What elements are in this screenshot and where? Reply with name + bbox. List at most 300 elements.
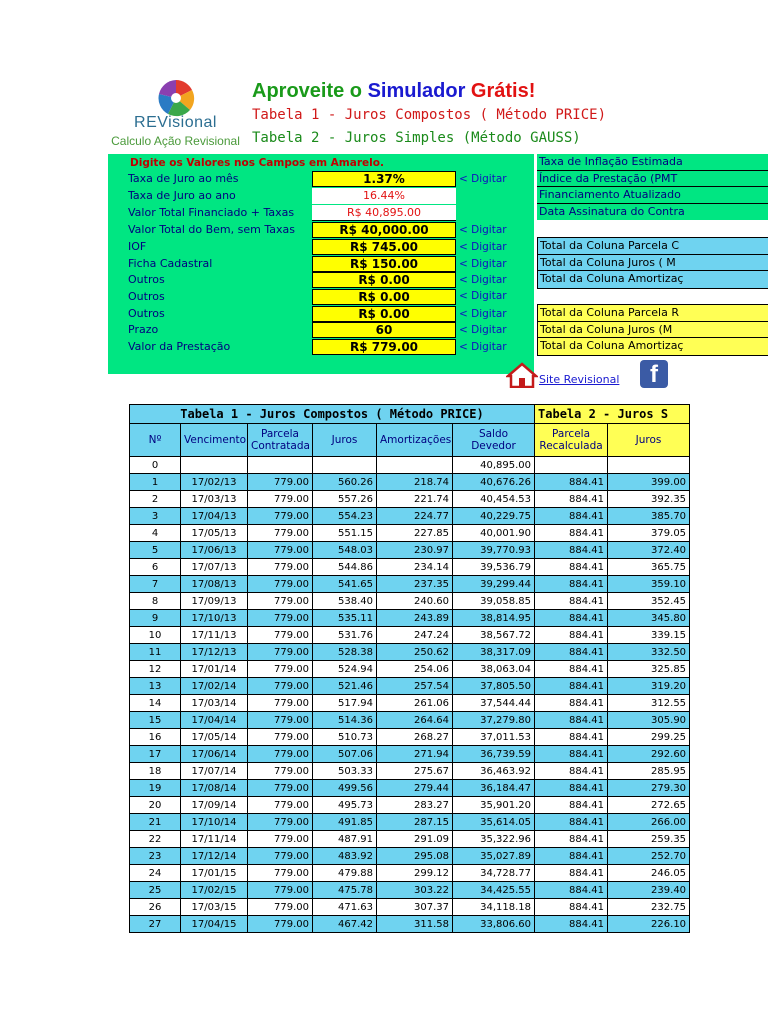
table-cell: 779.00 (248, 593, 313, 610)
table1-subtitle: Tabela 1 - Juros Compostos ( Método PRICE) (252, 107, 607, 123)
table-cell (248, 457, 313, 474)
table-cell: 307.37 (377, 899, 453, 916)
field-label: IOF (128, 240, 147, 253)
table-cell: 491.85 (313, 814, 377, 831)
pinwheel-logo-icon (156, 78, 196, 118)
table-cell: 17/04/15 (181, 916, 248, 933)
table-cell: 17 (130, 746, 181, 763)
table-cell: 779.00 (248, 831, 313, 848)
table-cell: 0 (130, 457, 181, 474)
table-cell: 261.06 (377, 695, 453, 712)
table-cell: 36,184.47 (453, 780, 535, 797)
table-cell: 17/10/14 (181, 814, 248, 831)
table-cell: 17/04/13 (181, 508, 248, 525)
valor-financiado-value: R$ 40,895.00 (312, 205, 456, 221)
table-cell: 884.41 (535, 916, 608, 933)
table-cell: 9 (130, 610, 181, 627)
field-row-ficha (108, 256, 534, 273)
table-cell: 6 (130, 559, 181, 576)
table-cell: 884.41 (535, 491, 608, 508)
table-cell: 560.26 (313, 474, 377, 491)
table-cell: 779.00 (248, 814, 313, 831)
table-cell: 266.00 (608, 814, 690, 831)
table-cell: 272.65 (608, 797, 690, 814)
table-cell: 779.00 (248, 848, 313, 865)
table-cell: 884.41 (535, 797, 608, 814)
table-cell: 7 (130, 576, 181, 593)
table-row (130, 797, 690, 814)
table-cell: 250.62 (377, 644, 453, 661)
table-row (130, 627, 690, 644)
table-cell: 352.45 (608, 593, 690, 610)
col-header-parcela-recalculada: Parcela Recalculada (535, 424, 608, 457)
table-cell: 372.40 (608, 542, 690, 559)
table-row (130, 661, 690, 678)
table-row (130, 882, 690, 899)
table-cell: 40,676.26 (453, 474, 535, 491)
table-cell: 884.41 (535, 474, 608, 491)
table-cell: 234.14 (377, 559, 453, 576)
prestacao-input[interactable]: R$ 779.00 (312, 339, 456, 355)
table-cell: 18 (130, 763, 181, 780)
table-cell: 291.09 (377, 831, 453, 848)
table-row (130, 457, 690, 474)
table-cell: 14 (130, 695, 181, 712)
table-row (130, 729, 690, 746)
col-header-parcela: Parcela Contratada (248, 424, 313, 457)
table2-caption: Tabela 2 - Juros S (535, 405, 690, 424)
right-label: Total da Coluna Amortizaç (537, 271, 768, 288)
promo-part1: Aproveite o (252, 80, 368, 102)
table-cell: 38,567.72 (453, 627, 535, 644)
col-header-saldo: Saldo Devedor (453, 424, 535, 457)
digitar-hint: < Digitar (459, 241, 507, 253)
table-cell: 39,299.44 (453, 576, 535, 593)
table-cell: 35,322.96 (453, 831, 535, 848)
table-cell: 541.65 (313, 576, 377, 593)
table-cell: 283.27 (377, 797, 453, 814)
panel-instruction: Digite os Valores nos Campos em Amarelo. (130, 157, 384, 169)
table-cell: 17/12/14 (181, 848, 248, 865)
table-row (130, 814, 690, 831)
table-cell: 779.00 (248, 491, 313, 508)
field-label: Ficha Cadastral (128, 257, 213, 270)
right-label: Data Assinatura do Contra (539, 204, 685, 218)
table-cell: 779.00 (248, 729, 313, 746)
table-cell: 230.97 (377, 542, 453, 559)
table-cell: 279.30 (608, 780, 690, 797)
table-cell: 35,901.20 (453, 797, 535, 814)
table-cell: 2 (130, 491, 181, 508)
table-cell: 39,770.93 (453, 542, 535, 559)
table-cell: 332.50 (608, 644, 690, 661)
table-cell: 33,806.60 (453, 916, 535, 933)
table-cell: 884.41 (535, 763, 608, 780)
right-label: Total da Coluna Parcela C (537, 238, 768, 255)
table-row (130, 542, 690, 559)
table-cell: 779.00 (248, 712, 313, 729)
table-cell: 38,814.95 (453, 610, 535, 627)
table-row (130, 610, 690, 627)
col-header-juros: Juros (313, 424, 377, 457)
field-label: Taxa de Juro ao mês (128, 172, 239, 185)
table-cell: 884.41 (535, 780, 608, 797)
table-cell: 17/11/14 (181, 831, 248, 848)
table-cell: 884.41 (535, 712, 608, 729)
iof-input[interactable]: R$ 745.00 (312, 239, 456, 255)
table-cell: 399.00 (608, 474, 690, 491)
table-cell: 779.00 (248, 763, 313, 780)
site-revisional-link[interactable] (506, 360, 626, 388)
table-cell: 884.41 (535, 848, 608, 865)
table-cell: 17/06/13 (181, 542, 248, 559)
valor-bem-input[interactable]: R$ 40,000.00 (312, 222, 456, 238)
digitar-hint: < Digitar (459, 341, 507, 353)
table-cell: 275.67 (377, 763, 453, 780)
table-cell: 467.42 (313, 916, 377, 933)
table-cell: 3 (130, 508, 181, 525)
table-cell: 487.91 (313, 831, 377, 848)
table-cell: 264.64 (377, 712, 453, 729)
table-cell: 319.20 (608, 678, 690, 695)
table-cell: 227.85 (377, 525, 453, 542)
table-cell: 17/03/15 (181, 899, 248, 916)
table-cell: 884.41 (535, 610, 608, 627)
table-row (130, 780, 690, 797)
table-cell: 884.41 (535, 678, 608, 695)
table-cell: 17/01/15 (181, 865, 248, 882)
field-row-prestacao (108, 339, 534, 356)
field-row-outros-1 (108, 272, 534, 289)
table-cell: 554.23 (313, 508, 377, 525)
right-label: Financiamento Atualizado (537, 187, 768, 204)
table-cell: 884.41 (535, 576, 608, 593)
table-cell: 479.88 (313, 865, 377, 882)
table-cell: 884.41 (535, 695, 608, 712)
promo-part2: Simulador (367, 80, 466, 102)
table-cell: 884.41 (535, 593, 608, 610)
field-label: Taxa de Juro ao ano (128, 189, 236, 202)
table-row (130, 593, 690, 610)
table-cell: 17/05/14 (181, 729, 248, 746)
field-label: Prazo (128, 323, 159, 336)
outros-1-input[interactable]: R$ 0.00 (312, 272, 456, 288)
table-cell: 17/10/13 (181, 610, 248, 627)
table-cell: 884.41 (535, 542, 608, 559)
table-cell: 779.00 (248, 474, 313, 491)
table-cell: 39,058.85 (453, 593, 535, 610)
table-cell: 521.46 (313, 678, 377, 695)
table-cell: 779.00 (248, 780, 313, 797)
table-cell: 884.41 (535, 899, 608, 916)
table-cell: 551.15 (313, 525, 377, 542)
table-row (130, 712, 690, 729)
table-cell: 4 (130, 525, 181, 542)
table-cell: 385.70 (608, 508, 690, 525)
table-cell: 884.41 (535, 729, 608, 746)
table-cell: 15 (130, 712, 181, 729)
table-cell: 247.24 (377, 627, 453, 644)
table-cell: 19 (130, 780, 181, 797)
table-cell: 305.90 (608, 712, 690, 729)
col-header-amortizacoes: Amortizações (377, 424, 453, 457)
table-cell: 311.58 (377, 916, 453, 933)
field-label: Valor da Prestação (128, 340, 231, 353)
right-label: Total da Coluna Amortizaç (537, 338, 768, 355)
table-cell: 17/03/13 (181, 491, 248, 508)
site-link-text[interactable]: Site Revisional (539, 373, 620, 386)
table-cell: 538.40 (313, 593, 377, 610)
revisional-logo (108, 78, 243, 150)
table-cell: 17/03/14 (181, 695, 248, 712)
table-cell: 21 (130, 814, 181, 831)
table-cell: 779.00 (248, 916, 313, 933)
table-cell: 779.00 (248, 678, 313, 695)
table-cell: 779.00 (248, 882, 313, 899)
table-cell: 26 (130, 899, 181, 916)
table-cell: 252.70 (608, 848, 690, 865)
table-row (130, 899, 690, 916)
field-row-outros-3 (108, 306, 534, 323)
table-cell: 13 (130, 678, 181, 695)
table-row (130, 916, 690, 933)
table-cell: 259.35 (608, 831, 690, 848)
col-header-juros-2: Juros (608, 424, 690, 457)
prazo-input[interactable]: 60 (312, 322, 456, 338)
table-cell: 268.27 (377, 729, 453, 746)
table-cell: 10 (130, 627, 181, 644)
col-header-numero: Nº (130, 424, 181, 457)
table-cell: 34,728.77 (453, 865, 535, 882)
table-row (130, 865, 690, 882)
promo-part3: Grátis! (465, 80, 536, 102)
table-cell: 517.94 (313, 695, 377, 712)
table-cell: 226.10 (608, 916, 690, 933)
table-row (130, 508, 690, 525)
table-cell (313, 457, 377, 474)
table-cell: 544.86 (313, 559, 377, 576)
table-cell: 531.76 (313, 627, 377, 644)
table-cell: 303.22 (377, 882, 453, 899)
table-cell: 287.15 (377, 814, 453, 831)
table-cell: 37,011.53 (453, 729, 535, 746)
table-row (130, 746, 690, 763)
table-cell: 34,118.18 (453, 899, 535, 916)
field-row-valor-financiado (108, 205, 534, 222)
table-cell: 779.00 (248, 610, 313, 627)
table-cell: 40,229.75 (453, 508, 535, 525)
table-cell: 40,001.90 (453, 525, 535, 542)
table-cell: 345.80 (608, 610, 690, 627)
table-row (130, 474, 690, 491)
table-cell: 40,895.00 (453, 457, 535, 474)
table-cell: 535.11 (313, 610, 377, 627)
house-icon (506, 362, 538, 388)
table-cell: 779.00 (248, 644, 313, 661)
table-cell: 17/07/14 (181, 763, 248, 780)
table-row (130, 678, 690, 695)
field-label: Outros (128, 307, 165, 320)
table-cell: 12 (130, 661, 181, 678)
table-cell: 779.00 (248, 525, 313, 542)
digitar-hint: < Digitar (459, 173, 507, 185)
right-group-inflation (537, 154, 768, 220)
table-cell: 312.55 (608, 695, 690, 712)
table-cell: 240.60 (377, 593, 453, 610)
outros-3-input[interactable]: R$ 0.00 (312, 306, 456, 322)
table-cell: 11 (130, 644, 181, 661)
field-row-taxa-ano (108, 188, 534, 205)
field-row-iof (108, 239, 534, 256)
table-cell: 5 (130, 542, 181, 559)
table-row (130, 695, 690, 712)
table-cell: 339.15 (608, 627, 690, 644)
table-cell: 779.00 (248, 508, 313, 525)
table-cell: 292.60 (608, 746, 690, 763)
table-cell: 365.75 (608, 559, 690, 576)
outros-2-input[interactable]: R$ 0.00 (312, 289, 456, 305)
table-cell: 884.41 (535, 831, 608, 848)
table-cell: 36,739.59 (453, 746, 535, 763)
table-cell: 884.41 (535, 644, 608, 661)
table-cell: 557.26 (313, 491, 377, 508)
table-cell: 884.41 (535, 661, 608, 678)
table-cell: 38,317.09 (453, 644, 535, 661)
table1-caption: Tabela 1 - Juros Compostos ( Método PRICE) (130, 405, 535, 424)
table-cell: 325.85 (608, 661, 690, 678)
table-cell: 884.41 (535, 525, 608, 542)
table-row (130, 559, 690, 576)
table-cell: 884.41 (535, 882, 608, 899)
table-cell (181, 457, 248, 474)
table-row (130, 491, 690, 508)
facebook-icon[interactable]: f (640, 360, 668, 388)
field-row-prazo (108, 322, 534, 339)
table-cell: 499.56 (313, 780, 377, 797)
table-cell: 17/08/13 (181, 576, 248, 593)
table-cell: 37,279.80 (453, 712, 535, 729)
table-cell: 884.41 (535, 865, 608, 882)
field-row-valor-bem (108, 222, 534, 239)
table-cell: 39,536.79 (453, 559, 535, 576)
table-cell: 779.00 (248, 865, 313, 882)
table2-subtitle: Tabela 2 - Juros Simples (Método GAUSS) (252, 130, 581, 146)
table-cell (377, 457, 453, 474)
table-cell: 257.54 (377, 678, 453, 695)
table-cell: 17/09/13 (181, 593, 248, 610)
table-cell: 8 (130, 593, 181, 610)
table-cell: 36,463.92 (453, 763, 535, 780)
field-label: Valor Total Financiado + Taxas (128, 206, 295, 219)
table-row (130, 763, 690, 780)
table-cell: 299.12 (377, 865, 453, 882)
table-cell: 17/08/14 (181, 780, 248, 797)
digitar-hint: < Digitar (459, 224, 507, 236)
table-cell: 22 (130, 831, 181, 848)
table-cell: 35,027.89 (453, 848, 535, 865)
table-cell: 25 (130, 882, 181, 899)
table-cell: 495.73 (313, 797, 377, 814)
table-cell: 299.25 (608, 729, 690, 746)
table-row (130, 831, 690, 848)
table-header-row (130, 424, 690, 457)
table-cell: 295.08 (377, 848, 453, 865)
table-cell: 38,063.04 (453, 661, 535, 678)
table-cell: 34,425.55 (453, 882, 535, 899)
table-cell: 528.38 (313, 644, 377, 661)
table-cell: 17/11/13 (181, 627, 248, 644)
table-cell: 17/02/15 (181, 882, 248, 899)
table-cell: 524.94 (313, 661, 377, 678)
table-cell: 884.41 (535, 627, 608, 644)
table-cell: 37,805.50 (453, 678, 535, 695)
brand-subtitle: Calculo Ação Revisional (111, 134, 240, 148)
table-cell: 17/09/14 (181, 797, 248, 814)
digitar-hint: < Digitar (459, 274, 507, 286)
table-cell: 17/02/13 (181, 474, 248, 491)
table-cell: 246.05 (608, 865, 690, 882)
table-cell: 17/04/14 (181, 712, 248, 729)
table-cell (535, 457, 608, 474)
table-cell: 221.74 (377, 491, 453, 508)
table-row (130, 848, 690, 865)
table-cell: 285.95 (608, 763, 690, 780)
table-cell: 392.35 (608, 491, 690, 508)
table-cell: 379.05 (608, 525, 690, 542)
field-label: Outros (128, 290, 165, 303)
table-cell: 884.41 (535, 559, 608, 576)
table-cell: 779.00 (248, 559, 313, 576)
table-cell: 237.35 (377, 576, 453, 593)
table-cell: 243.89 (377, 610, 453, 627)
table-cell: 271.94 (377, 746, 453, 763)
input-panel (108, 154, 534, 374)
digitar-hint-outside: < Digitar (459, 290, 507, 302)
table-cell: 507.06 (313, 746, 377, 763)
table-cell: 24 (130, 865, 181, 882)
digitar-hint: < Digitar (459, 324, 507, 336)
table-cell: 224.77 (377, 508, 453, 525)
table-cell: 16 (130, 729, 181, 746)
right-group-totals-price (537, 237, 768, 289)
table-cell: 779.00 (248, 695, 313, 712)
table-row (130, 576, 690, 593)
ficha-cadastral-input[interactable]: R$ 150.00 (312, 256, 456, 272)
digitar-hint: < Digitar (459, 258, 507, 270)
table-cell: 884.41 (535, 814, 608, 831)
table-cell: 779.00 (248, 542, 313, 559)
table-cell: 254.06 (377, 661, 453, 678)
taxa-mes-input[interactable]: 1.37% (312, 171, 456, 187)
right-label: Taxa de Inflação Estimada (537, 154, 768, 171)
table-cell: 23 (130, 848, 181, 865)
table-cell: 475.78 (313, 882, 377, 899)
table-cell: 1 (130, 474, 181, 491)
table-cell: 35,614.05 (453, 814, 535, 831)
promo-headline (252, 80, 535, 103)
table-cell: 279.44 (377, 780, 453, 797)
table-cell: 359.10 (608, 576, 690, 593)
col-header-vencimento: Vencimento (181, 424, 248, 457)
table-cell: 17/07/13 (181, 559, 248, 576)
field-label: Valor Total do Bem, sem Taxas (128, 223, 295, 236)
amortization-table (129, 404, 768, 1004)
table-cell (608, 457, 690, 474)
table-cell: 779.00 (248, 661, 313, 678)
table-cell: 884.41 (535, 746, 608, 763)
table-cell: 779.00 (248, 899, 313, 916)
table-cell: 27 (130, 916, 181, 933)
